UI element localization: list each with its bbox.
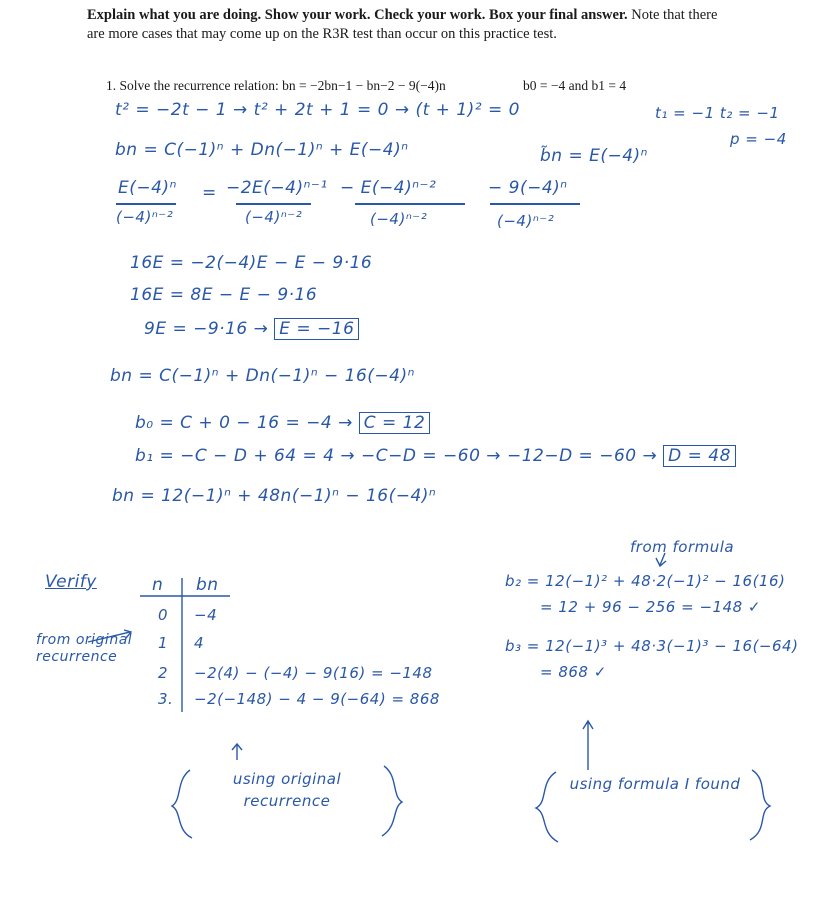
verify-title: Verify: [45, 572, 97, 592]
answer-c-box: C = 12: [359, 412, 431, 434]
characteristic-equation: t² = −2t − 1 → t² + 2t + 1 = 0 → (t + 1)² = 0: [115, 100, 520, 120]
sub-denominator-3: (−4)ⁿ⁻²: [370, 210, 428, 228]
table-row-n: 1: [158, 634, 169, 652]
b3-line-1: b₃ = 12(−1)³ + 48·3(−1)³ − 16(−64): [505, 637, 799, 655]
p-value: p = −4: [730, 130, 787, 148]
formula-label: from formula: [630, 538, 735, 556]
up-arrow-left: [232, 744, 242, 760]
brace-right-open: [536, 772, 558, 842]
brace-left-open: [172, 770, 192, 838]
step-2: 16E = 8E − E − 9·16: [130, 285, 318, 305]
sub-denominator-2: (−4)ⁿ⁻²: [245, 208, 303, 226]
particular-solution: b̃n = E(−4)ⁿ: [540, 146, 648, 166]
table-row-n: 3.: [158, 690, 174, 708]
formula-arrow: [656, 553, 666, 566]
initial-conditions: b0 = −4 and b1 = 4: [523, 78, 627, 93]
sub-term-3: − E(−4)ⁿ⁻²: [340, 178, 437, 198]
answer-e-box: E = −16: [274, 318, 359, 340]
instructions-note: Note that there are more cases that may come up on the R3R test than occur on this practice test.: [87, 7, 718, 42]
sub-term-1: E(−4)ⁿ: [118, 178, 177, 198]
b2-line-2: = 12 + 96 − 256 = −148 ✓: [540, 598, 761, 616]
b3-line-2: = 868 ✓: [540, 663, 607, 681]
general-solution: bn = C(−1)ⁿ + Dn(−1)ⁿ + E(−4)ⁿ: [115, 140, 409, 160]
step-3-text: 9E = −9·16 →: [144, 319, 269, 339]
problem-text: Solve the recurrence relation: bn = −2bn−1 − bn−2 − 9(−4)n: [119, 78, 446, 93]
bottom-note-original: using original recurrence: [232, 770, 342, 810]
brace-right-close: [750, 770, 770, 840]
sub-denominator-1: (−4)ⁿ⁻²: [116, 208, 174, 226]
sub-equals: =: [202, 183, 217, 203]
sub-term-2: −2E(−4)ⁿ⁻¹: [226, 178, 328, 198]
final-solution: bn = 12(−1)ⁿ + 48n(−1)ⁿ − 16(−4)ⁿ: [112, 486, 437, 506]
answer-d-box: D = 48: [663, 445, 736, 467]
roots: t₁ = −1 t₂ = −1: [655, 104, 780, 122]
b0-text: b₀ = C + 0 − 16 = −4 →: [135, 413, 353, 433]
table-row-bn: 4: [194, 634, 205, 652]
instructions-bold: Explain what you are doing. Show your work. Check your work. Box your final answer.: [87, 7, 628, 23]
side-note-arrowhead: [124, 630, 131, 638]
problem-number: 1.: [106, 78, 117, 93]
up-arrow-right: [583, 721, 593, 770]
side-note: from original recurrence: [36, 632, 133, 665]
b2-line-1: b₂ = 12(−1)² + 48·2(−1)² − 16(16): [505, 572, 786, 590]
table-row-bn: −4: [194, 606, 218, 624]
bn-substituted: bn = C(−1)ⁿ + Dn(−1)ⁿ − 16(−4)ⁿ: [110, 366, 415, 386]
table-row-n: 0: [158, 606, 169, 624]
bottom-note-formula: using formula I found: [569, 775, 741, 793]
side-note-arrow: [88, 632, 130, 642]
b1-text: b₁ = −C − D + 64 = 4 → −C−D = −60 → −12−D = −60 →: [135, 446, 658, 466]
step-1: 16E = −2(−4)E − E − 9·16: [130, 253, 373, 273]
table-header-bn: bn: [196, 575, 219, 595]
table-row-n: 2: [158, 664, 169, 682]
table-header-n: n: [152, 575, 164, 595]
brace-left-close: [382, 766, 402, 836]
table-row-bn: −2(−148) − 4 − 9(−64) = 868: [194, 690, 440, 708]
sub-denominator-4: (−4)ⁿ⁻²: [497, 212, 555, 230]
table-row-bn: −2(4) − (−4) − 9(16) = −148: [194, 664, 433, 682]
sub-term-4: − 9(−4)ⁿ: [488, 178, 568, 198]
